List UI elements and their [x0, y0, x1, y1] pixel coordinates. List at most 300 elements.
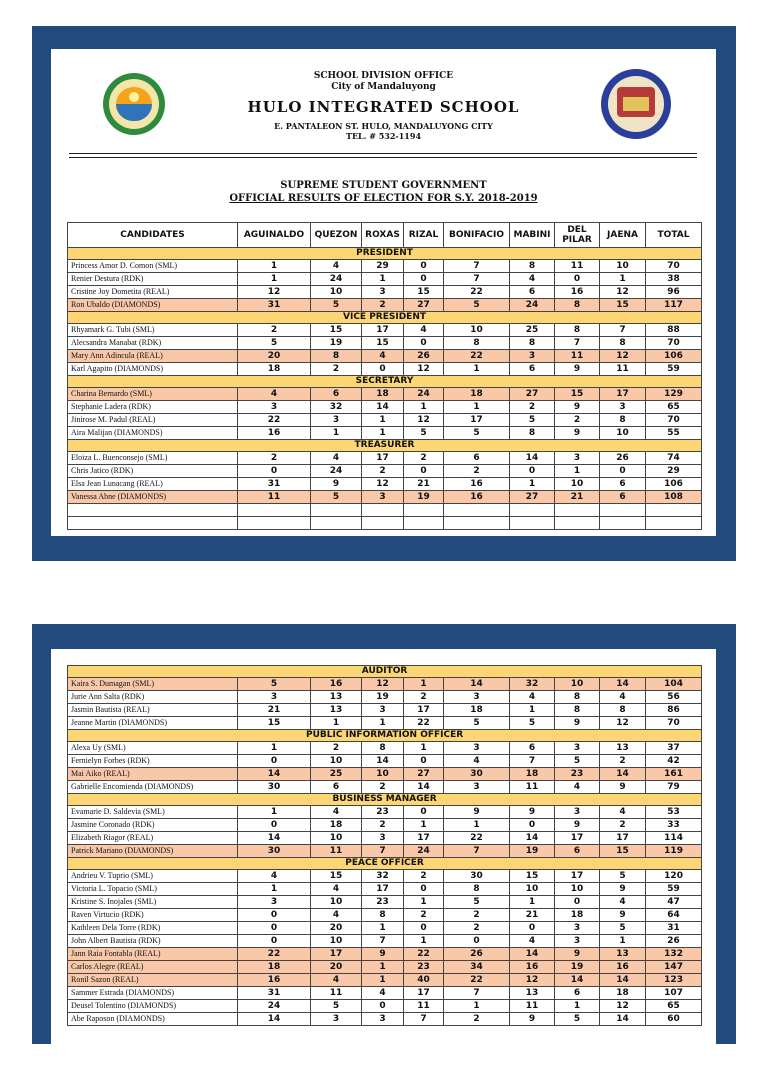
vote-count-cell: 6	[311, 388, 362, 401]
vote-count-cell: 17	[444, 414, 510, 427]
vote-count-cell: 4	[600, 896, 646, 909]
candidate-row	[68, 922, 702, 935]
vote-count-cell: 24	[238, 1000, 311, 1013]
vote-count-cell: 14	[444, 678, 510, 691]
vote-count-cell: 1	[555, 1000, 600, 1013]
vote-count-cell: 16	[555, 286, 600, 299]
vote-count-cell: 14	[238, 832, 311, 845]
position-label: PRESIDENT	[68, 248, 702, 260]
vote-count-cell: 1	[362, 961, 404, 974]
vote-count-cell: 7	[444, 987, 510, 1000]
letterhead	[51, 49, 716, 159]
vote-count-cell: 11	[510, 1000, 555, 1013]
vote-count-cell: 22	[404, 948, 444, 961]
vote-count-cell: 2	[362, 819, 404, 832]
vote-count-cell: 4	[510, 935, 555, 948]
vote-count-cell: 9	[555, 427, 600, 440]
candidate-row	[68, 717, 702, 730]
vote-count-cell: 17	[362, 883, 404, 896]
column-header: BONIFACIO	[444, 223, 510, 248]
vote-count-cell: 26	[444, 948, 510, 961]
vote-count-cell: 18	[555, 909, 600, 922]
position-header-row	[68, 376, 702, 388]
candidate-row	[68, 260, 702, 273]
vote-count-cell: 4	[600, 691, 646, 704]
vote-count-cell: 4	[510, 273, 555, 286]
total-votes-cell: 74	[646, 452, 702, 465]
vote-count-cell: 25	[510, 324, 555, 337]
vote-count-cell: 30	[238, 781, 311, 794]
candidate-name: Jurie Ann Salta (RDK)	[68, 691, 238, 704]
vote-count-cell: 13	[510, 987, 555, 1000]
vote-count-cell: 8	[555, 299, 600, 312]
page-two-frame	[32, 624, 736, 1044]
vote-count-cell: 0	[362, 363, 404, 376]
vote-count-cell: 12	[600, 350, 646, 363]
candidate-row	[68, 819, 702, 832]
empty-row	[68, 504, 702, 517]
vote-count-cell: 10	[555, 678, 600, 691]
candidate-name: Jasmine Coronado (RDK)	[68, 819, 238, 832]
vote-count-cell: 15	[555, 388, 600, 401]
vote-count-cell: 14	[600, 678, 646, 691]
candidate-row	[68, 324, 702, 337]
vote-count-cell: 5	[510, 414, 555, 427]
winner-row	[68, 350, 702, 363]
total-votes-cell: 42	[646, 755, 702, 768]
vote-count-cell: 7	[444, 260, 510, 273]
empty-row	[68, 517, 702, 530]
vote-count-cell: 30	[238, 845, 311, 858]
vote-count-cell: 1	[238, 883, 311, 896]
vote-count-cell: 0	[404, 337, 444, 350]
vote-count-cell: 4	[311, 909, 362, 922]
vote-count-cell: 7	[555, 337, 600, 350]
vote-count-cell: 11	[510, 781, 555, 794]
vote-count-cell: 2	[510, 401, 555, 414]
winner-row	[68, 974, 702, 987]
column-header: DEL PILAR	[555, 223, 600, 248]
vote-count-cell: 17	[555, 870, 600, 883]
vote-count-cell: 31	[238, 987, 311, 1000]
vote-count-cell: 3	[238, 691, 311, 704]
total-votes-cell: 123	[646, 974, 702, 987]
vote-count-cell: 0	[362, 1000, 404, 1013]
vote-count-cell: 9	[555, 363, 600, 376]
vote-count-cell: 8	[444, 883, 510, 896]
vote-count-cell: 3	[555, 742, 600, 755]
candidate-name: Abe Raposon (DIAMONDS)	[68, 1013, 238, 1026]
total-votes-cell: 65	[646, 401, 702, 414]
empty-cell	[404, 517, 444, 530]
vote-count-cell: 8	[555, 691, 600, 704]
vote-count-cell: 9	[510, 1013, 555, 1026]
column-header: CANDIDATES	[68, 223, 238, 248]
document-title: OFFICIAL RESULTS OF ELECTION FOR S.Y. 2018-2019	[229, 193, 538, 204]
total-votes-cell: 79	[646, 781, 702, 794]
vote-count-cell: 4	[311, 974, 362, 987]
vote-count-cell: 3	[362, 704, 404, 717]
vote-count-cell: 17	[600, 388, 646, 401]
vote-count-cell: 10	[311, 896, 362, 909]
winner-row	[68, 678, 702, 691]
vote-count-cell: 6	[555, 987, 600, 1000]
vote-count-cell: 8	[362, 742, 404, 755]
vote-count-cell: 11	[404, 1000, 444, 1013]
vote-count-cell: 11	[555, 350, 600, 363]
vote-count-cell: 9	[311, 478, 362, 491]
total-votes-cell: 104	[646, 678, 702, 691]
vote-count-cell: 14	[510, 948, 555, 961]
column-header: JAENA	[600, 223, 646, 248]
vote-count-cell: 0	[238, 755, 311, 768]
empty-cell	[238, 517, 311, 530]
vote-count-cell: 3	[555, 935, 600, 948]
vote-count-cell: 0	[404, 273, 444, 286]
vote-count-cell: 3	[362, 286, 404, 299]
candidate-row	[68, 1000, 702, 1013]
vote-count-cell: 8	[555, 324, 600, 337]
vote-count-cell: 21	[555, 491, 600, 504]
vote-count-cell: 4	[510, 691, 555, 704]
vote-count-cell: 1	[362, 717, 404, 730]
vote-count-cell: 10	[311, 286, 362, 299]
vote-count-cell: 8	[600, 704, 646, 717]
candidate-name: Eloiza L. Buenconsejo (SML)	[68, 452, 238, 465]
candidate-name: Gabrielle Encomienda (DIAMONDS)	[68, 781, 238, 794]
total-votes-cell: 47	[646, 896, 702, 909]
total-votes-cell: 38	[646, 273, 702, 286]
vote-count-cell: 0	[238, 922, 311, 935]
vote-count-cell: 1	[362, 414, 404, 427]
vote-count-cell: 23	[555, 768, 600, 781]
vote-count-cell: 2	[238, 324, 311, 337]
candidate-name: Alexa Uy (SML)	[68, 742, 238, 755]
candidate-name: Jasmin Bautista (REAL)	[68, 704, 238, 717]
candidate-row	[68, 452, 702, 465]
total-votes-cell: 107	[646, 987, 702, 1000]
candidate-row	[68, 427, 702, 440]
vote-count-cell: 14	[404, 781, 444, 794]
candidate-name: Raven Virtucio (RDK)	[68, 909, 238, 922]
vote-count-cell: 14	[555, 974, 600, 987]
total-votes-cell: 96	[646, 286, 702, 299]
total-votes-cell: 114	[646, 832, 702, 845]
vote-count-cell: 9	[555, 948, 600, 961]
total-votes-cell: 70	[646, 337, 702, 350]
vote-count-cell: 10	[362, 768, 404, 781]
vote-count-cell: 5	[444, 896, 510, 909]
vote-count-cell: 2	[311, 742, 362, 755]
position-header-row	[68, 858, 702, 870]
total-votes-cell: 60	[646, 1013, 702, 1026]
empty-cell	[555, 517, 600, 530]
position-header-row	[68, 666, 702, 678]
vote-count-cell: 16	[600, 961, 646, 974]
total-votes-cell: 117	[646, 299, 702, 312]
column-header: MABINI	[510, 223, 555, 248]
candidate-row	[68, 781, 702, 794]
vote-count-cell: 2	[444, 1013, 510, 1026]
vote-count-cell: 15	[311, 870, 362, 883]
candidate-name: Ron Ubaldo (DIAMONDS)	[68, 299, 238, 312]
candidate-name: Fernielyn Forbes (RDK)	[68, 755, 238, 768]
vote-count-cell: 10	[444, 324, 510, 337]
vote-count-cell: 1	[238, 273, 311, 286]
candidate-name: Alecsandra Manabat (RDK)	[68, 337, 238, 350]
total-votes-cell: 31	[646, 922, 702, 935]
vote-count-cell: 12	[362, 678, 404, 691]
candidate-row	[68, 478, 702, 491]
vote-count-cell: 1	[404, 935, 444, 948]
total-votes-cell: 59	[646, 883, 702, 896]
winner-row	[68, 299, 702, 312]
vote-count-cell: 5	[444, 717, 510, 730]
vote-count-cell: 6	[600, 491, 646, 504]
header-divider	[69, 153, 697, 154]
total-votes-cell: 29	[646, 465, 702, 478]
candidate-name: Elsa Jean Lunacang (REAL)	[68, 478, 238, 491]
page-one-frame	[32, 26, 736, 561]
empty-cell	[510, 504, 555, 517]
vote-count-cell: 3	[362, 1013, 404, 1026]
candidate-name: Jann Raia Fontabla (REAL)	[68, 948, 238, 961]
candidate-name: Deusel Tolentino (DIAMONDS)	[68, 1000, 238, 1013]
candidate-row	[68, 987, 702, 1000]
candidate-name: John Albert Bautista (RDK)	[68, 935, 238, 948]
vote-count-cell: 2	[311, 363, 362, 376]
vote-count-cell: 1	[600, 935, 646, 948]
candidate-row	[68, 896, 702, 909]
vote-count-cell: 16	[238, 974, 311, 987]
vote-count-cell: 18	[311, 819, 362, 832]
vote-count-cell: 1	[362, 273, 404, 286]
vote-count-cell: 1	[404, 819, 444, 832]
vote-count-cell: 11	[555, 260, 600, 273]
vote-count-cell: 18	[238, 961, 311, 974]
vote-count-cell: 22	[238, 414, 311, 427]
vote-count-cell: 2	[555, 414, 600, 427]
vote-count-cell: 0	[510, 465, 555, 478]
position-label: PUBLIC INFORMATION OFFICER	[68, 730, 702, 742]
vote-count-cell: 32	[362, 870, 404, 883]
vote-count-cell: 3	[311, 414, 362, 427]
vote-count-cell: 14	[362, 755, 404, 768]
total-votes-cell: 88	[646, 324, 702, 337]
vote-count-cell: 0	[238, 935, 311, 948]
vote-count-cell: 17	[555, 832, 600, 845]
candidate-row	[68, 909, 702, 922]
vote-count-cell: 6	[600, 478, 646, 491]
vote-count-cell: 17	[362, 452, 404, 465]
vote-count-cell: 3	[238, 401, 311, 414]
vote-count-cell: 10	[311, 755, 362, 768]
candidate-row	[68, 363, 702, 376]
vote-count-cell: 24	[404, 845, 444, 858]
candidate-name: Aira Malijan (DIAMONDS)	[68, 427, 238, 440]
vote-count-cell: 10	[311, 935, 362, 948]
vote-count-cell: 21	[404, 478, 444, 491]
column-header: QUEZON	[311, 223, 362, 248]
vote-count-cell: 9	[555, 401, 600, 414]
candidate-row	[68, 273, 702, 286]
vote-count-cell: 0	[238, 909, 311, 922]
vote-count-cell: 1	[444, 363, 510, 376]
vote-count-cell: 4	[555, 781, 600, 794]
candidate-name: Kaira S. Dumagan (SML)	[68, 678, 238, 691]
candidate-name: Princess Amor D. Comon (SML)	[68, 260, 238, 273]
vote-count-cell: 9	[555, 819, 600, 832]
vote-count-cell: 22	[444, 832, 510, 845]
candidate-name: Ronil Sazon (REAL)	[68, 974, 238, 987]
vote-count-cell: 10	[600, 427, 646, 440]
candidate-row	[68, 337, 702, 350]
candidate-name: Patrick Mariano (DIAMONDS)	[68, 845, 238, 858]
position-header-row	[68, 440, 702, 452]
vote-count-cell: 12	[510, 974, 555, 987]
vote-count-cell: 4	[404, 324, 444, 337]
vote-count-cell: 1	[362, 974, 404, 987]
vote-count-cell: 10	[311, 832, 362, 845]
total-votes-cell: 55	[646, 427, 702, 440]
candidate-row	[68, 691, 702, 704]
vote-count-cell: 1	[362, 922, 404, 935]
vote-count-cell: 3	[555, 806, 600, 819]
vote-count-cell: 6	[444, 452, 510, 465]
vote-count-cell: 5	[555, 755, 600, 768]
vote-count-cell: 11	[311, 845, 362, 858]
candidate-name: Carlos Alegre (REAL)	[68, 961, 238, 974]
vote-count-cell: 0	[555, 273, 600, 286]
total-votes-cell: 106	[646, 350, 702, 363]
vote-count-cell: 0	[444, 935, 510, 948]
total-votes-cell: 56	[646, 691, 702, 704]
candidate-row	[68, 742, 702, 755]
vote-count-cell: 3	[444, 691, 510, 704]
position-label: AUDITOR	[68, 666, 702, 678]
empty-cell	[600, 504, 646, 517]
vote-count-cell: 4	[238, 870, 311, 883]
vote-count-cell: 2	[600, 819, 646, 832]
vote-count-cell: 1	[404, 742, 444, 755]
vote-count-cell: 13	[600, 742, 646, 755]
page-two-sheet	[51, 649, 716, 1069]
empty-cell	[362, 517, 404, 530]
vote-count-cell: 8	[362, 909, 404, 922]
candidate-name: Vanessa Abne (DIAMONDS)	[68, 491, 238, 504]
position-header-row	[68, 794, 702, 806]
vote-count-cell: 4	[311, 806, 362, 819]
vote-count-cell: 9	[444, 806, 510, 819]
vote-count-cell: 2	[600, 755, 646, 768]
vote-count-cell: 23	[362, 806, 404, 819]
candidate-name: Jeanne Martin (DIAMONDS)	[68, 717, 238, 730]
vote-count-cell: 9	[510, 806, 555, 819]
vote-count-cell: 0	[510, 819, 555, 832]
vote-count-cell: 5	[311, 491, 362, 504]
vote-count-cell: 40	[404, 974, 444, 987]
vote-count-cell: 8	[311, 350, 362, 363]
vote-count-cell: 5	[444, 427, 510, 440]
vote-count-cell: 1	[555, 465, 600, 478]
vote-count-cell: 6	[555, 845, 600, 858]
vote-count-cell: 2	[444, 909, 510, 922]
column-header: RIZAL	[404, 223, 444, 248]
total-votes-cell: 70	[646, 414, 702, 427]
vote-count-cell: 6	[510, 363, 555, 376]
vote-count-cell: 0	[404, 883, 444, 896]
vote-count-cell: 12	[600, 717, 646, 730]
total-votes-cell: 132	[646, 948, 702, 961]
candidate-row	[68, 883, 702, 896]
vote-count-cell: 23	[404, 961, 444, 974]
candidate-name: Andrieu V. Tuprio (SML)	[68, 870, 238, 883]
vote-count-cell: 2	[238, 452, 311, 465]
vote-count-cell: 4	[311, 452, 362, 465]
vote-count-cell: 1	[404, 678, 444, 691]
vote-count-cell: 17	[404, 987, 444, 1000]
empty-cell	[311, 504, 362, 517]
vote-count-cell: 2	[444, 922, 510, 935]
vote-count-cell: 0	[510, 922, 555, 935]
empty-cell	[444, 504, 510, 517]
vote-count-cell: 16	[311, 678, 362, 691]
vote-count-cell: 7	[362, 845, 404, 858]
vote-count-cell: 11	[238, 491, 311, 504]
vote-count-cell: 6	[510, 742, 555, 755]
vote-count-cell: 8	[555, 704, 600, 717]
vote-count-cell: 13	[600, 948, 646, 961]
vote-count-cell: 22	[238, 948, 311, 961]
empty-cell	[68, 504, 238, 517]
candidate-row	[68, 286, 702, 299]
vote-count-cell: 0	[238, 465, 311, 478]
vote-count-cell: 34	[444, 961, 510, 974]
total-votes-cell: 59	[646, 363, 702, 376]
vote-count-cell: 3	[362, 491, 404, 504]
vote-count-cell: 14	[238, 1013, 311, 1026]
vote-count-cell: 16	[510, 961, 555, 974]
vote-count-cell: 5	[600, 922, 646, 935]
candidate-row	[68, 935, 702, 948]
position-header-row	[68, 312, 702, 324]
vote-count-cell: 30	[444, 768, 510, 781]
total-votes-cell: 64	[646, 909, 702, 922]
vote-count-cell: 3	[444, 742, 510, 755]
vote-count-cell: 19	[555, 961, 600, 974]
candidate-row	[68, 704, 702, 717]
vote-count-cell: 24	[404, 388, 444, 401]
empty-cell	[362, 504, 404, 517]
vote-count-cell: 2	[404, 691, 444, 704]
vote-count-cell: 5	[555, 1013, 600, 1026]
vote-count-cell: 4	[444, 755, 510, 768]
column-header: ROXAS	[362, 223, 404, 248]
vote-count-cell: 16	[444, 491, 510, 504]
empty-cell	[311, 517, 362, 530]
total-votes-cell: 70	[646, 260, 702, 273]
column-header: AGUINALDO	[238, 223, 311, 248]
vote-count-cell: 5	[238, 337, 311, 350]
vote-count-cell: 18	[510, 768, 555, 781]
vote-count-cell: 1	[444, 1000, 510, 1013]
vote-count-cell: 1	[311, 717, 362, 730]
vote-count-cell: 18	[362, 388, 404, 401]
vote-count-cell: 7	[444, 273, 510, 286]
vote-count-cell: 1	[238, 260, 311, 273]
vote-count-cell: 10	[555, 883, 600, 896]
candidate-row	[68, 401, 702, 414]
